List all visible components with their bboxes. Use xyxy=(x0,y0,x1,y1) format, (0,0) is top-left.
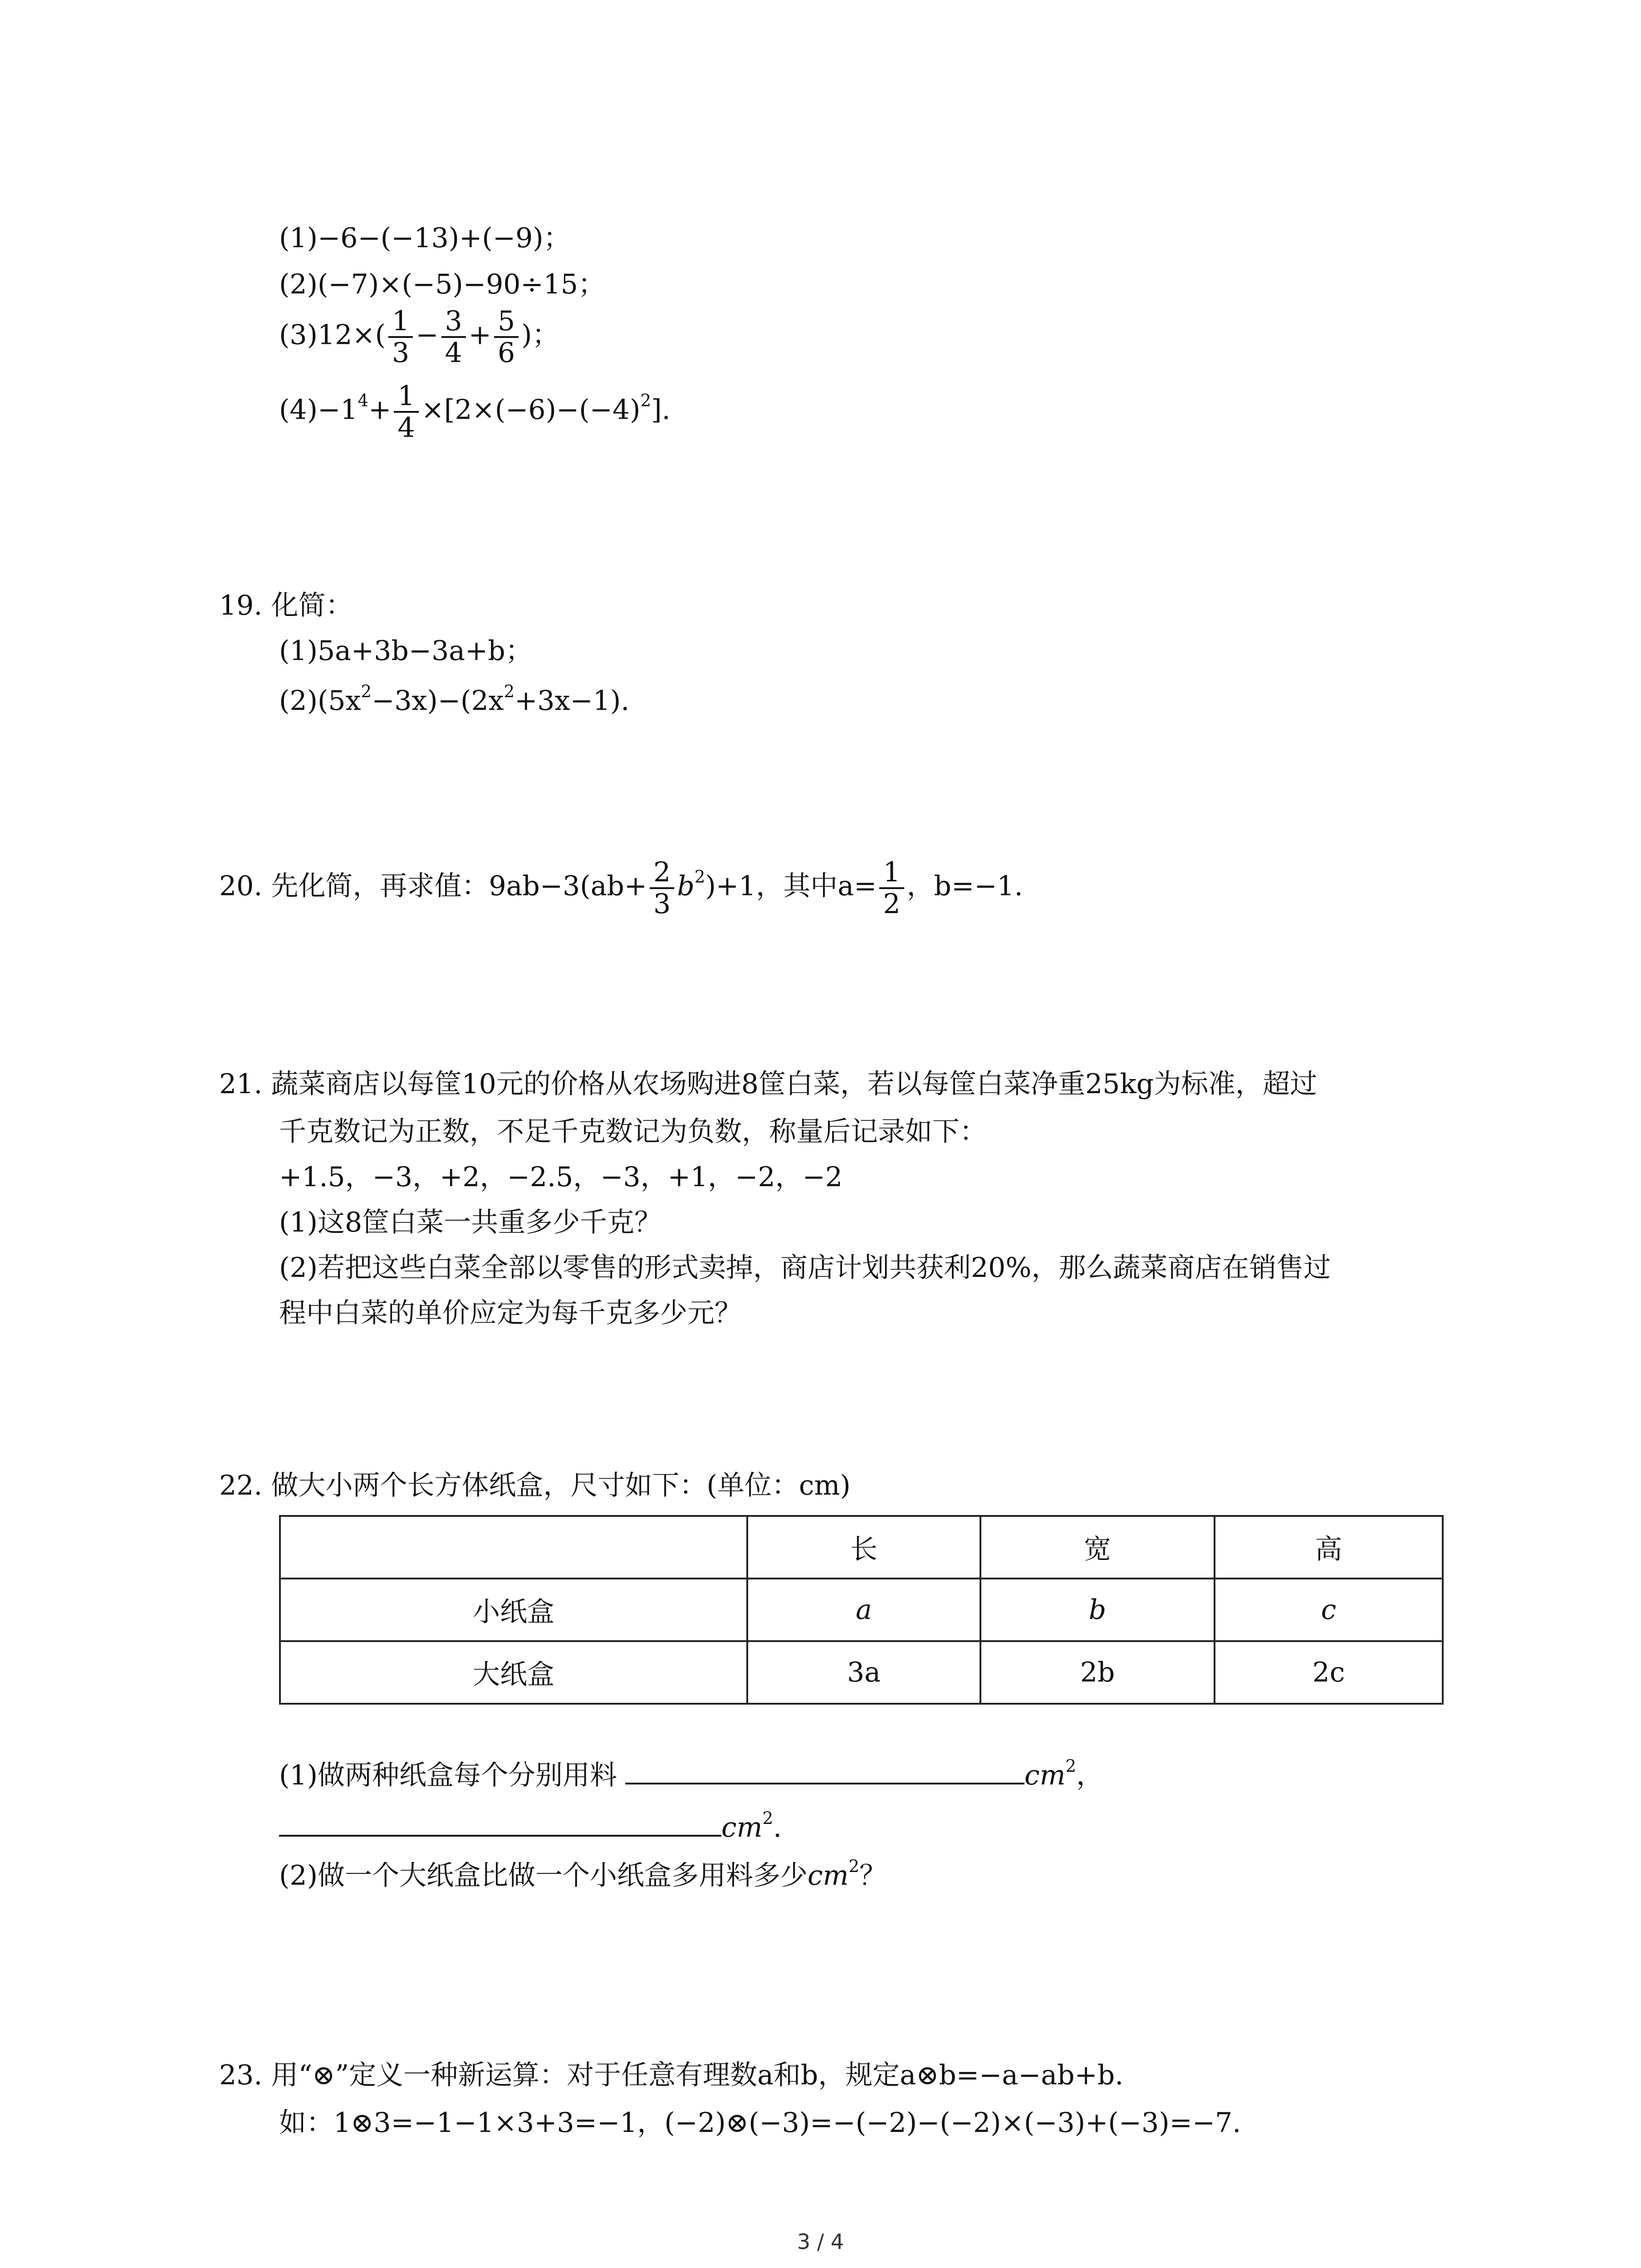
q23-line2: 如：1⊗3=−1−1×3+3=−1，(−2)⊗(−3)=−(−2)−(−2)×(−3)+(−3)=−7. xyxy=(279,2107,1241,2139)
table-header-cell xyxy=(280,1516,747,1579)
q22-part1-cont: $cm^2$. xyxy=(279,1812,782,1841)
q20-text: 20. 先化简，再求值：9ab−3(ab+ $\frac{2}{3}$ $b^2)+1$，其中a= $\frac{1}{2}$ ，b=−1. xyxy=(219,856,1023,920)
page-number: 3 / 4 xyxy=(797,2229,844,2254)
fraction: $\frac{5}{6}$ xyxy=(494,306,519,368)
dimension-table xyxy=(279,1515,1444,1705)
table-row xyxy=(280,1641,1443,1704)
table-header-cell: 高 xyxy=(1215,1516,1443,1579)
fraction: $\frac{1}{3}$ xyxy=(388,306,413,368)
table-header-cell: 长 xyxy=(747,1516,980,1579)
table-header-cell: 宽 xyxy=(980,1516,1215,1579)
q21-line1: 21. 蔬菜商店以每筐10元的价格从农场购进8筐白菜，若以每筐白菜净重25kg为标准，超过 xyxy=(219,1068,1318,1100)
q19-part1: (1)5a+3b−3a+b； xyxy=(279,635,533,667)
table-cell: 小纸盒 xyxy=(280,1579,747,1641)
q18-part2: (2)(−7)×(−5)−90÷15； xyxy=(279,269,606,300)
table-cell: b xyxy=(980,1579,1215,1641)
answer-blank[interactable] xyxy=(279,1812,721,1837)
q22-part2: (2)做一个大纸盒比做一个小纸盒多用料多少$cm^2$？ xyxy=(279,1856,887,1892)
table-cell: a xyxy=(747,1579,980,1641)
q21-part1: (1)这8筐白菜一共重多少千克？ xyxy=(279,1207,662,1238)
table-header-row xyxy=(280,1516,1443,1579)
q18-part1: (1)−6−(−13)+(−9)； xyxy=(279,222,571,254)
fraction: $\frac{1}{2}$ xyxy=(879,857,904,919)
fraction: $\frac{1}{4}$ xyxy=(394,381,418,443)
q22-heading: 22. 做大小两个长方体纸盒，尺寸如下：(单位：cm) xyxy=(219,1470,851,1501)
q21-part2: (2)若把这些白菜全部以零售的形式卖掉，商店计划共获利20%，那么蔬菜商店在销售过 xyxy=(279,1252,1331,1284)
q18-part3: (3)12×( $\frac{1}{3}$ − $\frac{3}{4}$ + $\frac{5}{6}$ )； xyxy=(279,305,559,369)
fraction: $\frac{3}{4}$ xyxy=(441,306,466,368)
table-row xyxy=(280,1579,1443,1641)
q22-part1: (1)做两种纸盒每个分别用料 $cm^2$， xyxy=(279,1756,1104,1791)
table-cell: 2b xyxy=(980,1641,1215,1704)
q18-part4: $(4)-1^4+$ $\frac{1}{4}$ $\times[2\times(-6)-(-4)^2]$. xyxy=(279,380,671,444)
table-cell: 大纸盒 xyxy=(280,1641,747,1704)
q23-line1: 23. 用“⊗”定义一种新运算：对于任意有理数a和b，规定a⊗b=−a−ab+b. xyxy=(219,2059,1124,2091)
q21-part2-cont: 程中白菜的单价应定为每千克多少元？ xyxy=(279,1297,742,1329)
q21-data: +1.5，−3，+2，−2.5，−3，+1，−2，−2 xyxy=(279,1161,843,1193)
q21-line2: 千克数记为正数，不足千克数记为负数，称量后记录如下： xyxy=(279,1116,987,1148)
q19-part2: $(2)(5x^2-3x)-(2x^2+3x-1)$. xyxy=(279,681,630,717)
table-cell: 2c xyxy=(1215,1641,1443,1704)
fraction: $\frac{2}{3}$ xyxy=(650,857,674,919)
q19-heading: 19. 化简： xyxy=(219,590,353,621)
answer-blank[interactable] xyxy=(625,1760,1024,1784)
table-cell: c xyxy=(1215,1579,1443,1641)
table-cell: 3a xyxy=(747,1641,980,1704)
